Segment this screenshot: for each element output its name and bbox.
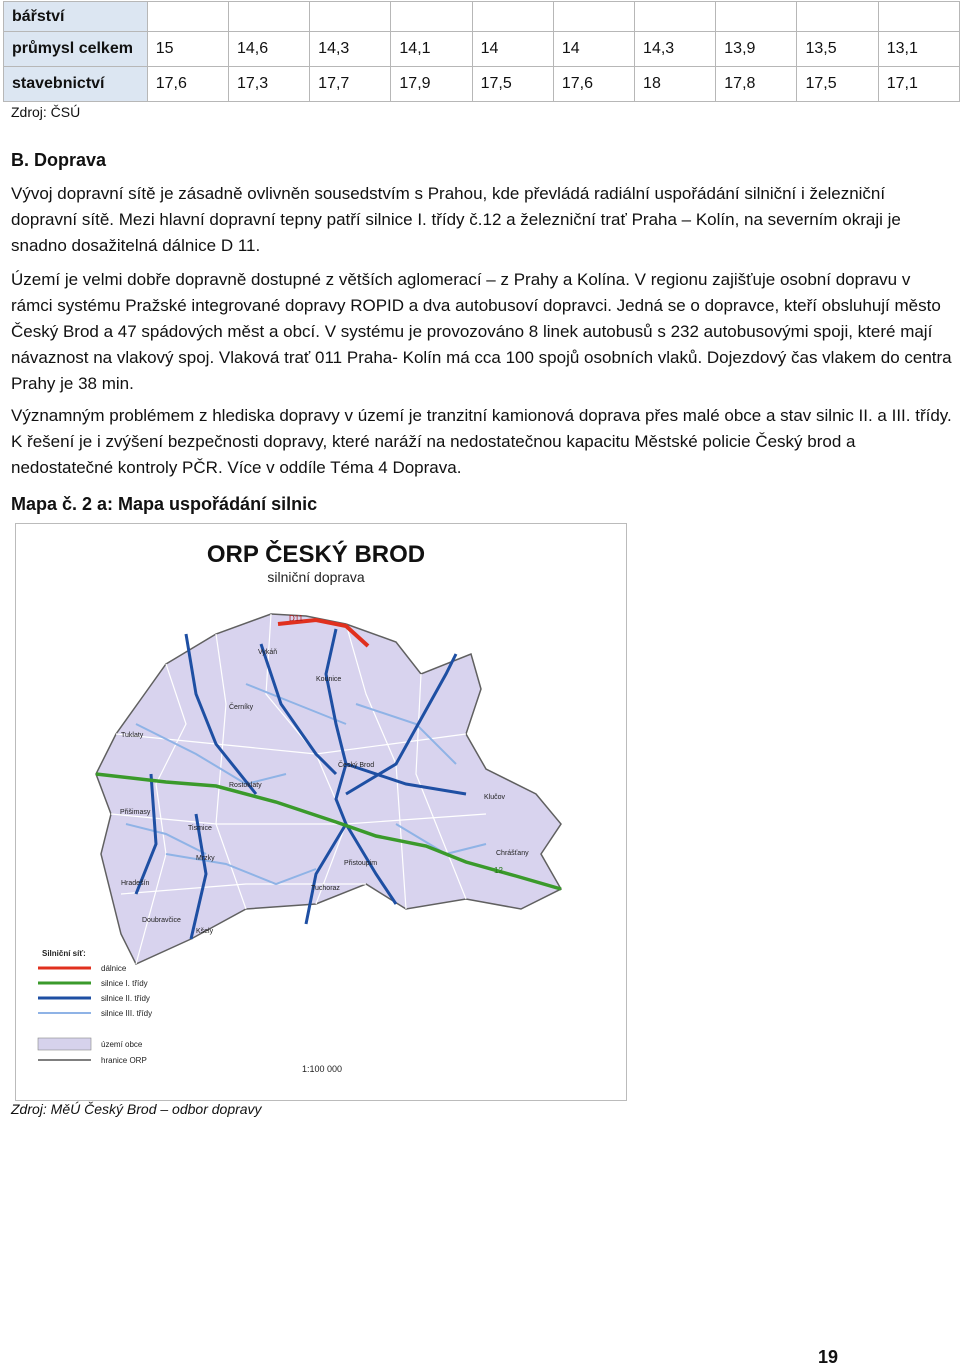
legend-label: silnice I. třídy: [101, 979, 148, 988]
map-title: ORP ČESKÝ BROD: [206, 541, 426, 568]
road-label-12: 12: [494, 866, 503, 875]
place-label: Tismice: [188, 825, 212, 832]
place-label: Vykáň: [258, 649, 278, 656]
page-number: 19: [818, 1347, 839, 1367]
table-cell: 17,1: [878, 67, 959, 102]
table-cell: 17,5: [472, 67, 553, 102]
legend-label: dálnice: [101, 964, 127, 973]
place-label: Český Brod: [338, 762, 375, 769]
place-label: Přistoupim: [344, 860, 378, 867]
legend-label: hranice ORP: [101, 1056, 147, 1065]
place-label: Kounice: [316, 676, 342, 683]
road-map-svg: [16, 524, 626, 1100]
table-cell: 15: [147, 32, 228, 67]
table-cell: 14,3: [310, 32, 391, 67]
table-cell: 14: [472, 32, 553, 67]
table-cell: 17,6: [553, 67, 634, 102]
place-label: Černíky: [229, 704, 254, 711]
table-cell: 13,5: [797, 32, 878, 67]
statistics-table: [3, 1, 960, 102]
place-label: Přišimasy: [120, 809, 151, 816]
map-subtitle: silniční doprava: [267, 569, 365, 585]
place-label: Mrzky: [196, 855, 215, 862]
place-label: Tuchoraz: [311, 885, 340, 892]
table-cell: 17,8: [716, 67, 797, 102]
map-caption: Mapa č. 2 a: Mapa uspořádání silnic: [11, 494, 318, 514]
table-cell: 17,3: [228, 67, 309, 102]
legend-label: silnice III. třídy: [101, 1009, 153, 1018]
row-label: bářství: [4, 2, 148, 32]
place-label: Rostoklaty: [229, 782, 262, 789]
paragraph-3: Významným problémem z hlediska dopravy v území je tranzitní kamionová doprava přes malé obce a stav silnic II. a III. třídy. K řešení je i zvýšení bezpečnosti dopravy, které naráží na nedostatečnou kapacitu Městské policie Český brod a nedostatečné kontroly PČR. Více v oddíle Téma 4 Doprava.: [11, 406, 952, 477]
table-cell: 14,3: [635, 32, 716, 67]
legend-label: silnice II. třídy: [101, 994, 150, 1003]
table-cell: 17,7: [310, 67, 391, 102]
legend-title: Silniční síť:: [42, 949, 86, 958]
place-label: Kšely: [196, 928, 214, 935]
table-cell: 14,1: [391, 32, 472, 67]
table-source: Zdroj: ČSÚ: [11, 104, 81, 120]
table-cell: 17,6: [147, 67, 228, 102]
table-cell: 14: [553, 32, 634, 67]
legend-label: území obce: [101, 1040, 143, 1049]
road-label-d11: D11: [289, 614, 304, 623]
place-label: Chrášťany: [496, 850, 529, 857]
table-row: [4, 2, 960, 32]
map-legend: [38, 949, 342, 1074]
section-heading: B. Doprava: [11, 150, 107, 170]
table-cell: 14,6: [228, 32, 309, 67]
row-label: průmysl celkem: [4, 32, 148, 67]
table-cell: 13,1: [878, 32, 959, 67]
road-map: [15, 523, 627, 1101]
table-row: [4, 32, 960, 67]
table-cell: 18: [635, 67, 716, 102]
legend-swatch: [38, 1038, 91, 1050]
place-label: Klučov: [484, 794, 506, 801]
paragraph-1: Vývoj dopravní sítě je zásadně ovlivněn sousedstvím s Prahou, kde převládá radiální uspořádání silniční i železniční dopravní sítě. Mezi hlavní dopravní tepny patří silnice I. třídy č.12 a železniční trať Praha – Kolín, na severním okraji je snadno dosažitelná dálnice D 11.: [11, 184, 901, 255]
place-label: Tuklaty: [121, 732, 144, 739]
map-scale: 1:100 000: [302, 1064, 343, 1074]
table-cell: 17,5: [797, 67, 878, 102]
place-label: Hradešín: [121, 880, 150, 887]
table-row: [4, 67, 960, 102]
row-label: stavebnictví: [4, 67, 148, 102]
place-label: Doubravčice: [142, 917, 181, 924]
table-cell: 13,9: [716, 32, 797, 67]
paragraph-2: Území je velmi dobře dopravně dostupné z větších aglomerací – z Prahy a Kolína. V regionu zajišťuje osobní dopravu v rámci systému Pražské integrované dopravy ROPID a dva autobusoví dopravci. Jedná se o dopravce, kteří obsluhují město Český Brod a 47 spádových měst a obcí. V systému je provozováno 8 linek autobusů s 232 autobusovými spoji, které mají návaznost na vlakový spoj. Vlaková trať 011 Praha- Kolín má cca 100 spojů osobních vlaků. Dojezdový čas vlakem do centra Prahy je 38 min.: [11, 270, 952, 393]
table-cell: 17,9: [391, 67, 472, 102]
map-source: Zdroj: MěÚ Český Brod – odbor dopravy: [11, 1101, 262, 1117]
